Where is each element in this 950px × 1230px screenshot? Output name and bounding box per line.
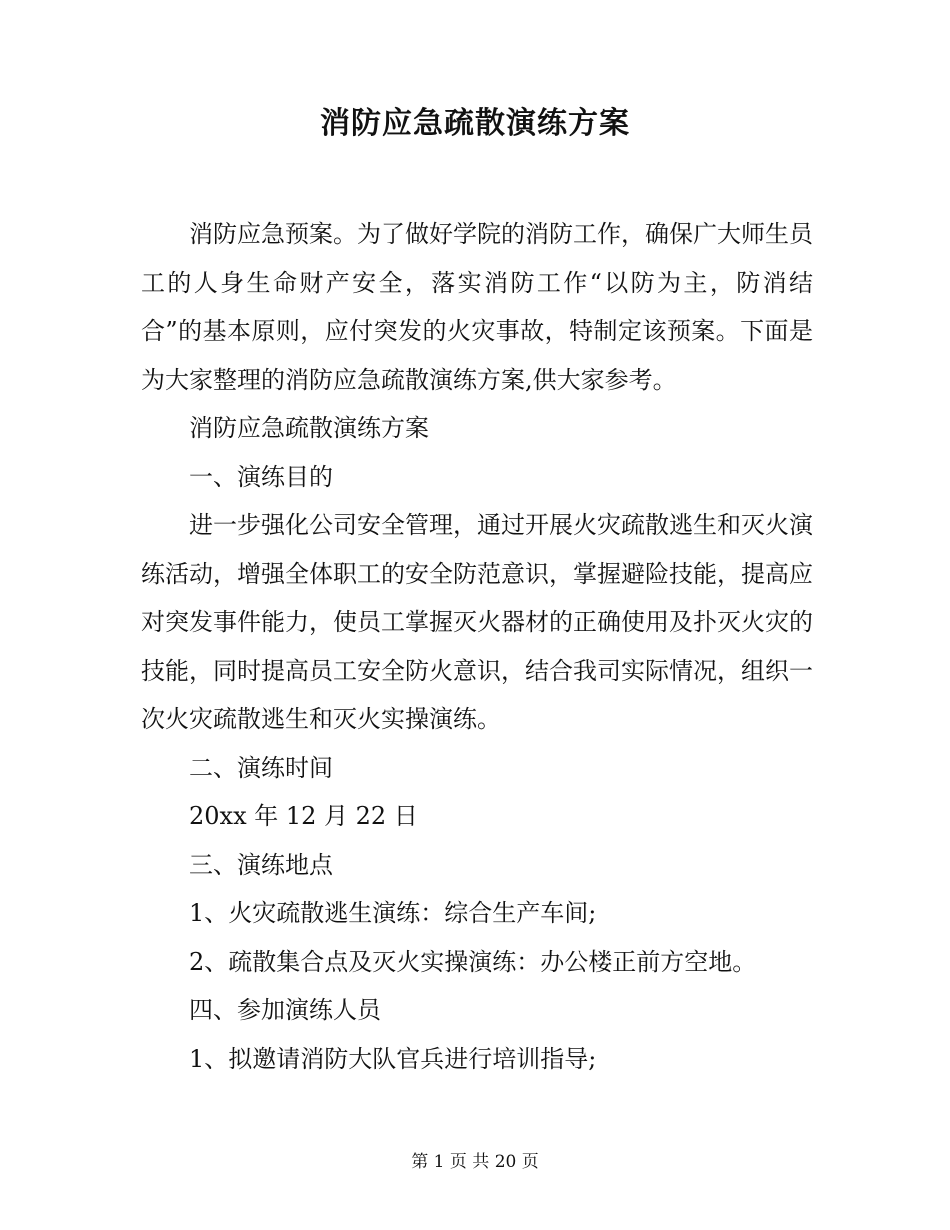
location-item-2: 2、疏散集合点及灭火实操演练：办公楼正前方空地。 <box>189 947 757 976</box>
section-heading-purpose: 一、演练目的 <box>189 462 333 491</box>
page-footer: 第 1 页 共 20 页 <box>411 1152 539 1172</box>
drill-date: 20xx 年 12 月 22 日 <box>189 802 418 830</box>
location-item-1: 1、火灾疏散逃生演练：综合生产车间; <box>189 899 597 927</box>
document-title: 消防应急疏散演练方案 <box>320 106 630 141</box>
intro-paragraph: 消防应急预案。为了做好学院的消防工作，确保广大师生员工的人身生命财产安全，落实消防工作“以防为主，防消结合”的基本原则，应付突发的火灾事故，特制定该预案。下面是为大家整理的消防应急疏散演练方案,供大家参考。 <box>141 220 813 394</box>
section-heading-participants: 四、参加演练人员 <box>189 996 381 1024</box>
participant-item-1: 1、拟邀请消防大队官兵进行培训指导; <box>189 1044 597 1073</box>
purpose-paragraph: 进一步强化公司安全管理，通过开展火灾疏散逃生和灭火演练活动，增强全体职工的安全防范意识，掌握避险技能，提高应对突发事件能力，使员工掌握灭火器材的正确使用及扑灭火灾的技能，同时提高员工安全防火意识，结合我司实际情况，组织一次火灾疏散逃生和灭火实操演练。 <box>141 511 813 733</box>
plan-subtitle: 消防应急疏散演练方案 <box>189 414 429 442</box>
section-heading-location: 三、演练地点 <box>189 850 333 879</box>
section-heading-time: 二、演练时间 <box>189 753 333 782</box>
document-body <box>141 210 813 1083</box>
